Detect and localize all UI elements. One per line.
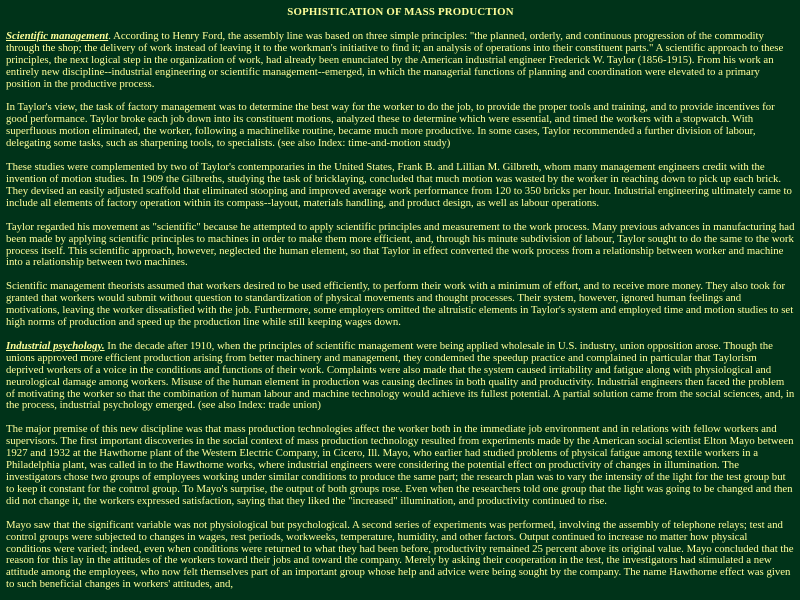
section-heading-scientific-management: Scientific management xyxy=(6,29,109,42)
paragraph-mayo: Mayo saw that the significant variable was not physiological but psychological. A second series of experiments was performed, involving the assembly of telephone relays; test and control groups were subjected to changes in wages, rest periods, workweeks, temperature, humidity, and other factors. Output continued to increase no matter how physical conditions were varied; indeed, even when conditions were returned to what they had been before, productivity remained 25 percent above its original value. Mayo concluded that the reason for this lay in the attitudes of the workers toward their jobs and toward the company. Merely by asking their cooperation in the test, the investigators had stimulated a new attitude among the employees, who now felt themselves part of an important group whose help and advice were being sought by the company. The name Hawthorne effect was given to such beneficial changes in workers' attitudes, and, xyxy=(6,518,794,591)
paragraph-taylor-view: In Taylor's view, the task of factory management was to determine the best way for the worker to do the job, to provide the proper tools and training, and to provide incentives for good performance. Taylor broke each job down into its constituent motions, analyzed these to determine which were essential, and timed the workers with a stopwatch. With superfluous motion eliminated, the worker, following a machinelike routine, became much more productive. In some cases, Taylor recommended a further division of labour, delegating some tasks, such as sharpening tools, to specialists. (see also Index: time-and-motion study) xyxy=(6,101,775,150)
paragraph-text: In the decade after 1910, when the principles of scientific management were being applied wholesale in U.S. industry, union opposition arose. Though the unions approved more efficient production arising from better machinery and management, they condemned the speedup practice and complained in particular that Taylorism deprived workers of a voice in the conditions and functions of their work. Complaints were also made that the system caused irritability and fatigue along with physiological and neurological damage among workers. Misuse of the human element in production was causing declines in both quality and productivity. Industrial engineers then faced the problem of motivating the worker so that the combination of human labour and machine technology would achieve its fullest potential. A partial solution came from the social sciences, and, in the process, industrial psychology emerged. (see also Index: trade union) xyxy=(6,339,795,412)
paragraph-theorists: Scientific management theorists assumed that workers desired to be used efficiently, to perform their work with a minimum of effort, and to receive more money. They also took for granted that workers would submit without question to standardization of physical movements and thought processes. Their system, however, ignored human feelings and motivations, leaving the worker dissatisfied with the job. Furthermore, some employers omitted the altruistic elements in Taylor's system and employed time and motion studies to set high norms of production and speed up the production line while still keeping wages down. xyxy=(6,280,794,329)
paragraph-taylor-scientific: Taylor regarded his movement as "scientific" because he attempted to apply scientific principles and measurement to the work process. Many previous advances in manufacturing had been made by applying scientific principles to machines in order to make them more efficient, and, through his minute subdivision of labour, Taylor sought to do the same to the work process itself. This scientific approach, however, neglected the human element, so that Taylor in effect converted the work process from a relationship between worker and machine into a relationship between two machines. xyxy=(6,220,795,269)
paragraph-hawthorne: The major premise of this new discipline was that mass production technologies affect the worker both in the immediate job environment and in relations with fellow workers and supervisors. The first important discoveries in the social context of mass production technology resulted from experiments made by the American social scientist Elton Mayo between 1927 and 1932 at the Hawthorne plant of the Western Electric Company, in Cicero, Ill. Mayo, who earlier had studied problems of physical fatigue among textile workers in a Philadelphia plant, was called in to the Hawthorne works, where industrial engineers were considering the potential effect on productivity of changes in illumination. The investigators chose two groups of employees working under similar conditions to produce the same part; the research plan was to vary the intensity of the light for the test group but to keep it constant for the control group. To Mayo's surprise, the output of both groups rose. Even when the researchers told one group that the light was going to be changed and then did not change it, the workers expressed satisfaction, saying that they liked the "increased" illumination, and productivity continued to rise. xyxy=(6,423,794,507)
section-heading-industrial-psychology: Industrial psychology. xyxy=(6,339,105,352)
page-title: SOPHISTICATION OF MASS PRODUCTION xyxy=(287,6,514,18)
paragraph-industrial-psychology xyxy=(6,341,795,412)
paragraph-scientific-management xyxy=(6,31,795,91)
paragraph-gilbreths: These studies were complemented by two of Taylor's contemporaries in the United States, Frank B. and Lillian M. Gilbreth, whom many management engineers credit with the invention of motion studies. In 1909 the Gilbreths, studying the task of bricklaying, concluded that much motion was wasted by the worker in reaching down to pick up each brick. They devised an easily adjusted scaffold that eliminated stooping and improved average work performance from 120 to 350 bricks per hour. Industrial engineering ultimately came to include all elements of factory operation within its compass--layout, materials handling, and product design, as well as labour operations. xyxy=(6,161,792,209)
paragraph-text: . According to Henry Ford, the assembly line was based on three simple principles: "the planned, orderly, and continuous progression of the commodity through the shop; the delivery of work instead of leaving it to the workman's initiative to find it; an analysis of operations into their constituent parts." A scientific approach to these principles, the next logical step in the organization of work, had already been enunciated by the American industrial engineer Frederick W. Taylor (1856-1915). From his work an entirely new discipline--industrial engineering or scientific management--emerged, in which the managerial functions of planning and coordination were elevated to a primary position in the productive process. xyxy=(6,29,784,90)
